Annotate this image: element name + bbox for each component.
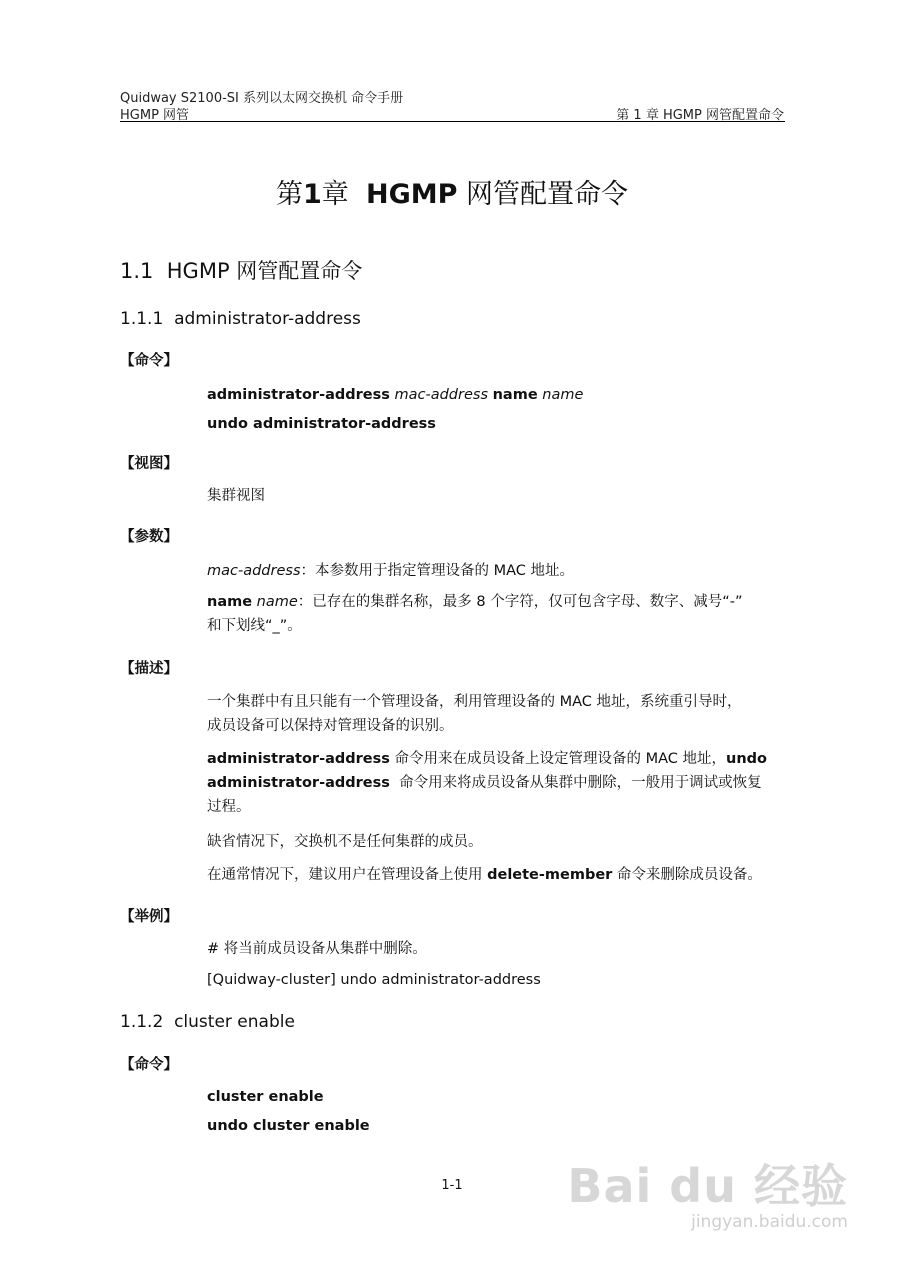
parameter-name: mac-address bbox=[207, 563, 301, 579]
parameter-name: name bbox=[256, 594, 298, 610]
subsection-heading-1 bbox=[120, 309, 361, 329]
example-command: [Quidway-cluster] undo administrator-address bbox=[207, 972, 541, 988]
example-label: 【举例】 bbox=[120, 909, 178, 925]
example-comment: # 将当前成员设备从集群中删除。 bbox=[207, 941, 427, 957]
command-keyword: name bbox=[492, 387, 538, 403]
watermark-logo bbox=[550, 1150, 848, 1216]
description-text: 命令用来将成员设备从集群中删除，一般用于调试或恢复 bbox=[389, 775, 762, 791]
command-syntax-2: undo cluster enable bbox=[207, 1118, 370, 1134]
watermark bbox=[550, 1150, 848, 1232]
description-keyword: delete-member bbox=[487, 867, 613, 883]
section-heading bbox=[120, 255, 362, 285]
description-paragraph-2 bbox=[207, 747, 785, 819]
view-text: 集群视图 bbox=[207, 488, 265, 504]
parameter-description: ：本参数用于指定管理设备的 MAC 地址。 bbox=[300, 563, 575, 579]
command-keyword: administrator-address bbox=[207, 387, 390, 403]
parameter-keyword: name bbox=[207, 594, 253, 610]
subsection-title: administrator-address bbox=[174, 309, 361, 329]
description-text: 命令来删除成员设备。 bbox=[612, 867, 762, 883]
subsection-number: 1.1.1 bbox=[120, 309, 164, 329]
page-number: 1-1 bbox=[441, 1178, 463, 1193]
description-text: 过程。 bbox=[207, 799, 251, 815]
view-label: 【视图】 bbox=[120, 456, 178, 472]
header-rule bbox=[120, 121, 785, 122]
chapter-number: 1 bbox=[303, 179, 322, 210]
section-number: 1.1 bbox=[120, 259, 154, 283]
description-paragraph-3: 缺省情况下，交换机不是任何集群的成员。 bbox=[207, 834, 483, 850]
parameter-description: ：已存在的集群名称，最多 8 个字符，仅可包含字母、数字、减号“-” bbox=[297, 594, 743, 610]
description-paragraph-4 bbox=[207, 863, 785, 887]
header-manual-title: Quidway S2100-SI 系列以太网交换机 命令手册 bbox=[120, 91, 404, 106]
description-paragraph-1 bbox=[207, 690, 785, 738]
command-syntax-1: cluster enable bbox=[207, 1089, 324, 1105]
description-line: 成员设备可以保持对管理设备的识别。 bbox=[207, 718, 454, 734]
description-text: 命令用来在成员设备上设定管理设备的 MAC 地址， bbox=[389, 751, 727, 767]
chapter-bold-title: HGMP bbox=[365, 179, 458, 210]
description-keyword: administrator-address bbox=[207, 751, 390, 767]
watermark-url: jingyan.baidu.com bbox=[691, 1212, 848, 1232]
command-label: 【命令】 bbox=[120, 353, 178, 369]
chapter-title-rest: 网管配置命令 bbox=[457, 179, 628, 210]
subsection-heading-2 bbox=[120, 1012, 295, 1032]
watermark-logo-text: Bai du 经验 bbox=[567, 1159, 848, 1213]
subsection-number: 1.1.2 bbox=[120, 1012, 164, 1032]
chapter-title bbox=[0, 172, 904, 211]
parameter-1 bbox=[207, 559, 785, 583]
command-label: 【命令】 bbox=[120, 1057, 178, 1073]
description-keyword: administrator-address bbox=[207, 775, 390, 791]
subsection-title: cluster enable bbox=[174, 1012, 295, 1032]
parameter-2 bbox=[207, 590, 785, 638]
description-text: 在通常情况下，建议用户在管理设备上使用 bbox=[207, 867, 488, 883]
command-syntax-1 bbox=[207, 383, 785, 407]
command-syntax-2: undo administrator-address bbox=[207, 416, 436, 432]
command-argument: mac-address bbox=[394, 387, 488, 403]
description-label: 【描述】 bbox=[120, 661, 178, 677]
description-keyword: undo bbox=[726, 751, 768, 767]
description-line: 一个集群中有且只能有一个管理设备，利用管理设备的 MAC 地址，系统重引导时， bbox=[207, 694, 742, 710]
command-argument: name bbox=[542, 387, 584, 403]
header-section-name: HGMP 网管 bbox=[120, 108, 190, 123]
section-title: HGMP 网管配置命令 bbox=[166, 259, 363, 283]
parameter-description-cont: 和下划线“_”。 bbox=[207, 618, 302, 634]
header-chapter-name: 第 1 章 HGMP 网管配置命令 bbox=[616, 108, 784, 123]
chapter-prefix: 第 bbox=[276, 179, 303, 210]
parameter-label: 【参数】 bbox=[120, 529, 178, 545]
chapter-suffix: 章 bbox=[321, 179, 366, 210]
